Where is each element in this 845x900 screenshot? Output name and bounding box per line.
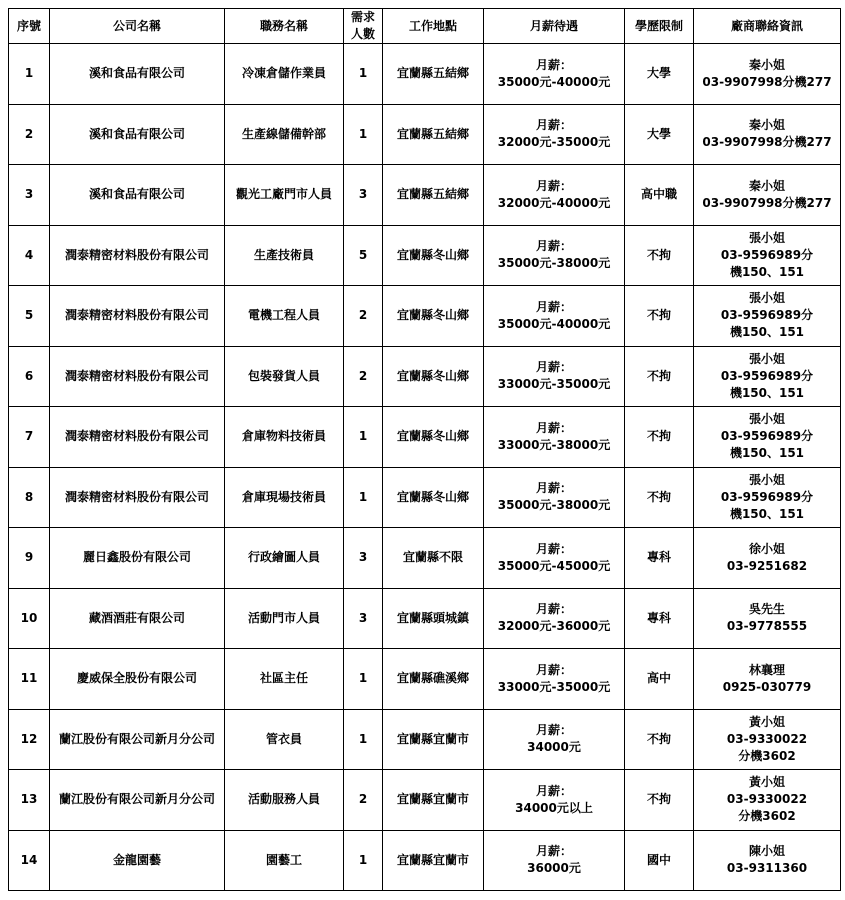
cell-index: 4: [9, 225, 50, 286]
cell-index: 7: [9, 407, 50, 468]
cell-headcount: 2: [344, 770, 383, 831]
table-row: [9, 649, 841, 710]
cell-job-title: 社區主任: [225, 649, 344, 710]
cell-salary: 月薪： 36000元: [484, 830, 625, 891]
cell-contact: 張小姐 03-9596989分 機150、151: [694, 407, 841, 468]
cell-location: 宜蘭縣不限: [383, 528, 484, 589]
cell-salary: 月薪： 32000元-36000元: [484, 588, 625, 649]
cell-contact: 張小姐 03-9596989分 機150、151: [694, 346, 841, 407]
cell-company: 蘭江股份有限公司新月分公司: [50, 709, 225, 770]
cell-headcount: 1: [344, 649, 383, 710]
cell-headcount: 1: [344, 407, 383, 468]
cell-location: 宜蘭縣宜蘭市: [383, 770, 484, 831]
cell-salary: 月薪： 35000元-40000元: [484, 44, 625, 105]
cell-job-title: 電機工程人員: [225, 286, 344, 347]
cell-headcount: 3: [344, 528, 383, 589]
cell-contact: 吳先生 03-9778555: [694, 588, 841, 649]
cell-company: 潤泰精密材料股份有限公司: [50, 346, 225, 407]
header-location: 工作地點: [383, 9, 484, 44]
table-row: [9, 830, 841, 891]
cell-location: 宜蘭縣五結鄉: [383, 44, 484, 105]
cell-headcount: 1: [344, 830, 383, 891]
cell-contact: 徐小姐 03-9251682: [694, 528, 841, 589]
cell-index: 14: [9, 830, 50, 891]
cell-headcount: 3: [344, 588, 383, 649]
cell-job-title: 活動服務人員: [225, 770, 344, 831]
cell-location: 宜蘭縣五結鄉: [383, 104, 484, 165]
table-row: [9, 346, 841, 407]
cell-location: 宜蘭縣礁溪鄉: [383, 649, 484, 710]
cell-salary: 月薪： 35000元-38000元: [484, 225, 625, 286]
cell-company: 蘭江股份有限公司新月分公司: [50, 770, 225, 831]
cell-contact: 陳小姐 03-9311360: [694, 830, 841, 891]
cell-contact: 黃小姐 03-9330022 分機3602: [694, 770, 841, 831]
cell-contact: 張小姐 03-9596989分 機150、151: [694, 286, 841, 347]
cell-contact: 張小姐 03-9596989分 機150、151: [694, 225, 841, 286]
cell-location: 宜蘭縣冬山鄉: [383, 467, 484, 528]
cell-location: 宜蘭縣宜蘭市: [383, 709, 484, 770]
cell-headcount: 2: [344, 286, 383, 347]
table-row: [9, 225, 841, 286]
cell-company: 溪和食品有限公司: [50, 44, 225, 105]
header-job-title: 職務名稱: [225, 9, 344, 44]
cell-job-title: 管衣員: [225, 709, 344, 770]
cell-company: 藏酒酒莊有限公司: [50, 588, 225, 649]
cell-index: 12: [9, 709, 50, 770]
header-headcount: 需求 人數: [344, 9, 383, 44]
cell-education: 不拘: [625, 709, 694, 770]
cell-location: 宜蘭縣冬山鄉: [383, 225, 484, 286]
cell-location: 宜蘭縣宜蘭市: [383, 830, 484, 891]
cell-education: 不拘: [625, 467, 694, 528]
cell-education: 大學: [625, 44, 694, 105]
table-body: [9, 44, 841, 891]
cell-job-title: 冷凍倉儲作業員: [225, 44, 344, 105]
cell-location: 宜蘭縣五結鄉: [383, 165, 484, 226]
cell-job-title: 行政繪圖人員: [225, 528, 344, 589]
cell-job-title: 生產線儲備幹部: [225, 104, 344, 165]
table-row: [9, 165, 841, 226]
cell-contact: 秦小姐 03-9907998分機277: [694, 44, 841, 105]
cell-salary: 月薪： 35000元-45000元: [484, 528, 625, 589]
table-row: [9, 104, 841, 165]
cell-headcount: 1: [344, 104, 383, 165]
cell-salary: 月薪： 35000元-40000元: [484, 286, 625, 347]
cell-headcount: 3: [344, 165, 383, 226]
cell-index: 3: [9, 165, 50, 226]
table-row: [9, 709, 841, 770]
cell-job-title: 倉庫物料技術員: [225, 407, 344, 468]
cell-company: 溪和食品有限公司: [50, 104, 225, 165]
header-index: 序號: [9, 9, 50, 44]
cell-index: 8: [9, 467, 50, 528]
table-row: [9, 286, 841, 347]
cell-salary: 月薪： 35000元-38000元: [484, 467, 625, 528]
cell-salary: 月薪： 33000元-35000元: [484, 649, 625, 710]
cell-salary: 月薪： 32000元-35000元: [484, 104, 625, 165]
cell-contact: 黃小姐 03-9330022 分機3602: [694, 709, 841, 770]
cell-location: 宜蘭縣冬山鄉: [383, 346, 484, 407]
cell-company: 潤泰精密材料股份有限公司: [50, 225, 225, 286]
cell-headcount: 5: [344, 225, 383, 286]
cell-education: 高中: [625, 649, 694, 710]
table-row: [9, 770, 841, 831]
cell-job-title: 活動門市人員: [225, 588, 344, 649]
cell-index: 13: [9, 770, 50, 831]
cell-salary: 月薪： 34000元: [484, 709, 625, 770]
cell-company: 潤泰精密材料股份有限公司: [50, 407, 225, 468]
job-listings-table: [8, 8, 841, 891]
cell-salary: 月薪： 34000元以上: [484, 770, 625, 831]
table-row: [9, 467, 841, 528]
cell-job-title: 生產技術員: [225, 225, 344, 286]
cell-headcount: 1: [344, 467, 383, 528]
table-header: [9, 9, 841, 44]
cell-job-title: 倉庫現場技術員: [225, 467, 344, 528]
cell-index: 1: [9, 44, 50, 105]
table-row: [9, 407, 841, 468]
cell-headcount: 1: [344, 709, 383, 770]
cell-education: 專科: [625, 528, 694, 589]
table-row: [9, 588, 841, 649]
cell-education: 不拘: [625, 286, 694, 347]
cell-company: 金龍園藝: [50, 830, 225, 891]
cell-salary: 月薪： 33000元-35000元: [484, 346, 625, 407]
cell-index: 2: [9, 104, 50, 165]
cell-company: 溪和食品有限公司: [50, 165, 225, 226]
cell-contact: 秦小姐 03-9907998分機277: [694, 165, 841, 226]
cell-index: 6: [9, 346, 50, 407]
cell-company: 潤泰精密材料股份有限公司: [50, 467, 225, 528]
header-education: 學歷限制: [625, 9, 694, 44]
cell-job-title: 園藝工: [225, 830, 344, 891]
cell-education: 國中: [625, 830, 694, 891]
cell-contact: 林襄理 0925-030779: [694, 649, 841, 710]
cell-education: 不拘: [625, 225, 694, 286]
cell-job-title: 包裝發貨人員: [225, 346, 344, 407]
header-salary: 月薪待遇: [484, 9, 625, 44]
header-contact: 廠商聯絡資訊: [694, 9, 841, 44]
cell-salary: 月薪： 32000元-40000元: [484, 165, 625, 226]
cell-job-title: 觀光工廠門市人員: [225, 165, 344, 226]
cell-company: 麗日鑫股份有限公司: [50, 528, 225, 589]
cell-location: 宜蘭縣冬山鄉: [383, 407, 484, 468]
cell-location: 宜蘭縣頭城鎮: [383, 588, 484, 649]
header-row: [9, 9, 841, 44]
cell-education: 不拘: [625, 346, 694, 407]
table-row: [9, 528, 841, 589]
table-row: [9, 44, 841, 105]
cell-headcount: 1: [344, 44, 383, 105]
cell-salary: 月薪： 33000元-38000元: [484, 407, 625, 468]
cell-index: 11: [9, 649, 50, 710]
header-company: 公司名稱: [50, 9, 225, 44]
cell-index: 5: [9, 286, 50, 347]
cell-company: 慶威保全股份有限公司: [50, 649, 225, 710]
cell-education: 不拘: [625, 770, 694, 831]
cell-index: 9: [9, 528, 50, 589]
cell-contact: 秦小姐 03-9907998分機277: [694, 104, 841, 165]
cell-education: 高中職: [625, 165, 694, 226]
cell-education: 大學: [625, 104, 694, 165]
cell-education: 不拘: [625, 407, 694, 468]
cell-company: 潤泰精密材料股份有限公司: [50, 286, 225, 347]
cell-headcount: 2: [344, 346, 383, 407]
cell-education: 專科: [625, 588, 694, 649]
cell-contact: 張小姐 03-9596989分 機150、151: [694, 467, 841, 528]
cell-location: 宜蘭縣冬山鄉: [383, 286, 484, 347]
cell-index: 10: [9, 588, 50, 649]
